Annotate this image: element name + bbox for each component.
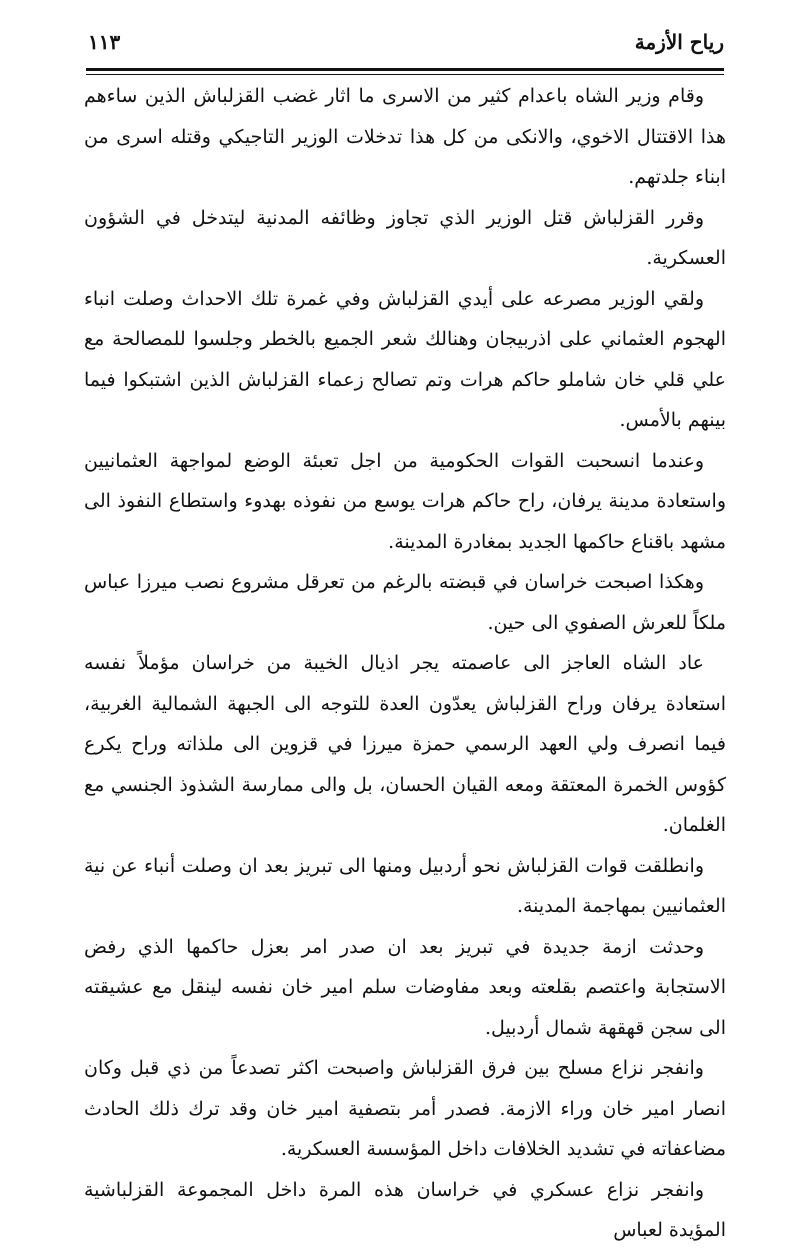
paragraph-8: وحدثت ازمة جديدة في تبريز بعد ان صدر امر بعزل حاكمها الذي رفض الاستجابة واعتصم بقلعته وبعد مفاوضات سلم امير خان نفسه لينقل مع عشيقته الى سجن قهقهة شمال أردبيل.: [84, 935, 726, 1039]
paragraph-1: وقام وزير الشاه باعدام كثير من الاسرى ما اثار غضب القزلباش الذين ساءهم هذا الاقتتال الاخوي، والانكى من كل هذا تدخلات الوزير التاجيكي وقتله اسرى من ابناء جلدتهم.: [84, 85, 726, 188]
running-header: [88, 28, 724, 64]
body-text: [84, 76, 726, 1251]
paragraph-5: وهكذا اصبحت خراسان في قبضته بالرغم من تعرقل مشروع نصب ميرزا عباس ملكاً للعرش الصفوي الى حين.: [84, 571, 726, 634]
paragraph-4: وعندما انسحبت القوات الحكومية من اجل تعبئة الوضع لمواجهة العثمانيين واستعادة مدينة يرفان، راح حاكم هرات يوسع من نفوذه بهدوء واستطاع النفوذ الى مشهد باقناع حاكمها الجديد بمغادرة المدينة.: [84, 449, 726, 553]
paragraph-6: عاد الشاه العاجز الى عاصمته يجر اذيال الخيبة من خراسان مؤملاً نفسه استعادة يرفان وراح القزلباش يعدّون العدة للتوجه الى الجبهة الشمالية الغربية، فيما انصرف ولي العهد الرسمي حمزة ميرزا في قزوين الى ملذاته وراح يكرع كؤوس الخمرة المعتقة ومعه القيان الحسان، بل والى ممارسة الشذوذ الجنسي مع الغلمان.: [84, 652, 726, 836]
paragraph-2: وقرر القزلباش قتل الوزير الذي تجاوز وظائفه المدنية ليتدخل في الشؤون العسكرية.: [84, 206, 726, 269]
paragraph-3: ولقي الوزير مصرعه على أيدي القزلباش وفي غمرة تلك الاحداث وصلت انباء الهجوم العثماني على اذربيجان وهنالك شعر الجميع بالخطر وجلسوا للمصالحة مع علي قلي خان شاملو حاكم هرات وتم تصالح زعماء القزلباش الذين اشتبكوا فيما بينهم بالأمس.: [84, 287, 726, 431]
paragraph-10: وانفجر نزاع عسكري في خراسان هذه المرة داخل المجموعة القزلباشية المؤيدة لعباس: [84, 1178, 726, 1241]
paragraph-9: وانفجر نزاع مسلح بين فرق القزلباش واصبحت اكثر تصدعاً من ذي قبل وكان انصار امير خان وراء الازمة. فصدر أمر بتصفية امير خان وقد ترك ذلك الحادث مضاعفاته في تشديد الخلافات داخل المؤسسة العسكرية.: [84, 1057, 726, 1160]
header-rule-thick: [86, 68, 724, 71]
page-number: ١١٣: [88, 30, 121, 54]
paragraph-7: وانطلقت قوات القزلباش نحو أردبيل ومنها الى تبريز بعد ان وصلت أنباء عن نية العثمانيين بمهاجمة المدينة.: [84, 854, 726, 917]
header-rule-thin: [86, 74, 724, 75]
running-title: رياح الأزمة: [634, 30, 724, 54]
